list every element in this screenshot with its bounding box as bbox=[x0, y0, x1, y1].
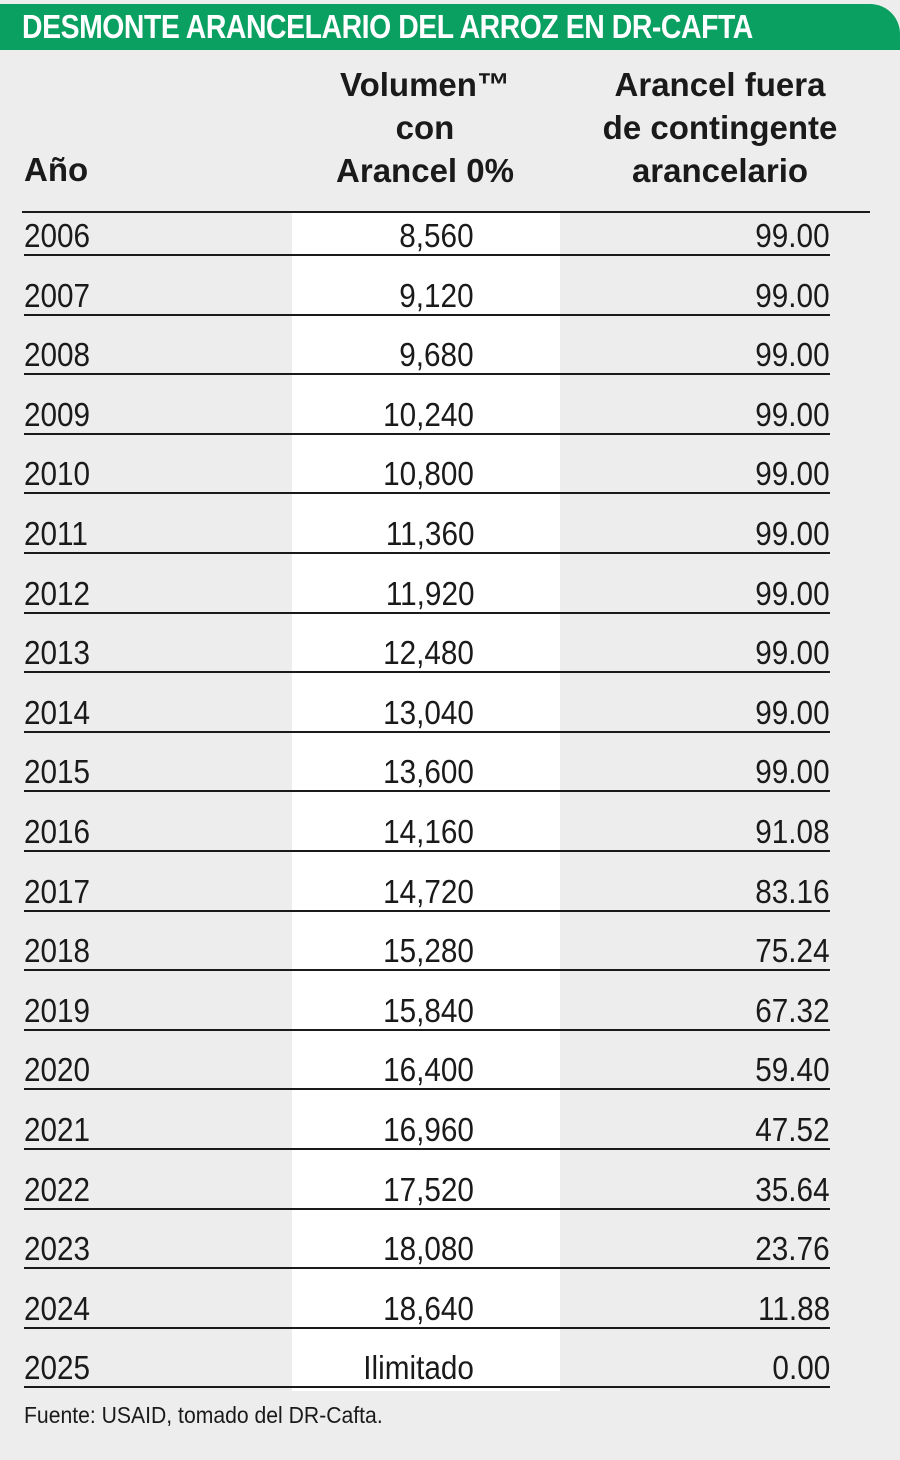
cell-tariff: 99.00 bbox=[755, 276, 830, 314]
cell-year: 2013 bbox=[24, 634, 91, 672]
table-row bbox=[24, 689, 830, 733]
cell-tariff: 0.00 bbox=[772, 1349, 830, 1387]
cell-year: 2006 bbox=[24, 217, 91, 254]
header-tariff-line2: de contingente bbox=[602, 109, 838, 146]
title-bar bbox=[0, 0, 900, 52]
cell-year: 2012 bbox=[24, 574, 91, 612]
header-tariff bbox=[580, 63, 860, 192]
cell-tariff: 59.40 bbox=[755, 1051, 830, 1089]
cell-tariff: 99.00 bbox=[755, 515, 830, 552]
cell-year: 2014 bbox=[24, 693, 91, 731]
cell-tariff: 11.88 bbox=[757, 1289, 830, 1327]
header-tariff-line1: Arancel fuera bbox=[614, 66, 826, 103]
cell-volume: 14,720 bbox=[383, 872, 474, 910]
row-rule bbox=[24, 1029, 830, 1031]
cell-year: 2009 bbox=[24, 395, 91, 433]
cell-volume: 11,920 bbox=[385, 574, 474, 612]
row-rule bbox=[24, 254, 830, 256]
cell-tariff: 99.00 bbox=[755, 395, 830, 433]
cell-year: 2011 bbox=[24, 515, 88, 552]
cell-tariff: 99.00 bbox=[755, 574, 830, 612]
table-row bbox=[24, 1046, 830, 1090]
cell-year: 2021 bbox=[24, 1111, 91, 1148]
row-rule bbox=[24, 1267, 830, 1269]
row-rule bbox=[24, 731, 830, 733]
row-rule bbox=[24, 910, 830, 912]
cell-volume: 13,600 bbox=[383, 753, 474, 791]
table-row bbox=[24, 450, 830, 494]
header-tariff-line3: arancelario bbox=[631, 152, 809, 189]
row-rule bbox=[24, 1327, 830, 1329]
table-row bbox=[24, 570, 830, 614]
cell-volume: 17,520 bbox=[383, 1170, 474, 1208]
source-note: Fuente: USAID, tomado del DR-Cafta. bbox=[24, 1402, 383, 1428]
row-rule bbox=[24, 790, 830, 792]
header-year-label: Año bbox=[24, 151, 89, 188]
table-row bbox=[24, 510, 830, 554]
cell-tariff: 99.00 bbox=[755, 634, 830, 672]
cell-year: 2022 bbox=[24, 1170, 91, 1208]
cell-tariff: 23.76 bbox=[755, 1230, 830, 1268]
cell-year: 2007 bbox=[24, 276, 91, 314]
table-row bbox=[24, 212, 830, 256]
row-rule bbox=[24, 433, 830, 435]
table-row bbox=[24, 1166, 830, 1210]
cell-year: 2020 bbox=[24, 1051, 91, 1089]
cell-tariff: 47.52 bbox=[755, 1111, 830, 1148]
row-rule bbox=[24, 671, 830, 673]
table-row bbox=[24, 331, 830, 375]
row-rule bbox=[24, 552, 830, 554]
cell-year: 2017 bbox=[24, 872, 91, 910]
cell-volume: 18,080 bbox=[383, 1230, 474, 1268]
header-volume bbox=[300, 63, 550, 192]
table-row bbox=[24, 1225, 830, 1269]
cell-year: 2015 bbox=[24, 753, 91, 791]
cell-year: 2010 bbox=[24, 455, 91, 493]
table-row bbox=[24, 1285, 830, 1329]
row-rule bbox=[24, 1148, 830, 1150]
cell-volume: 10,240 bbox=[383, 395, 474, 433]
cell-tariff: 83.16 bbox=[755, 872, 830, 910]
row-rule bbox=[24, 314, 830, 316]
cell-volume: 9,680 bbox=[399, 336, 474, 374]
cell-year: 2019 bbox=[24, 991, 91, 1029]
cell-year: 2018 bbox=[24, 932, 91, 970]
table-row bbox=[24, 748, 830, 792]
header-volume-line3: Arancel 0% bbox=[336, 152, 514, 189]
cell-volume: 15,840 bbox=[383, 991, 474, 1029]
header-volume-line1: Volumen™ bbox=[340, 66, 510, 103]
cell-year: 2025 bbox=[24, 1349, 91, 1387]
volume-column-highlight bbox=[292, 213, 560, 1391]
cell-volume: 16,960 bbox=[383, 1111, 474, 1148]
cell-tariff: 99.00 bbox=[755, 455, 830, 493]
cell-volume: 10,800 bbox=[383, 455, 474, 493]
cell-year: 2008 bbox=[24, 336, 91, 374]
header-volume-line2: con bbox=[395, 109, 455, 146]
header-year bbox=[24, 148, 88, 191]
row-rule bbox=[24, 612, 830, 614]
cell-tariff: 99.00 bbox=[755, 336, 830, 374]
cell-tariff: 75.24 bbox=[755, 932, 830, 970]
row-rule bbox=[24, 1386, 830, 1388]
cell-tariff: 99.00 bbox=[755, 693, 830, 731]
cell-year: 2023 bbox=[24, 1230, 91, 1268]
table-row bbox=[24, 629, 830, 673]
row-rule bbox=[24, 1208, 830, 1210]
cell-volume: 11,360 bbox=[385, 515, 474, 552]
cell-volume: 9,120 bbox=[399, 276, 474, 314]
cell-tariff: 67.32 bbox=[755, 991, 830, 1029]
cell-volume: 12,480 bbox=[383, 634, 474, 672]
cell-volume: Ilimitado bbox=[363, 1349, 474, 1387]
table-row bbox=[24, 987, 830, 1031]
table-row bbox=[24, 808, 830, 852]
cell-volume: 16,400 bbox=[383, 1051, 474, 1089]
cell-tariff: 99.00 bbox=[755, 217, 830, 254]
table-row bbox=[24, 927, 830, 971]
row-rule bbox=[24, 1088, 830, 1090]
row-rule bbox=[24, 969, 830, 971]
table-row bbox=[24, 272, 830, 316]
cell-volume: 18,640 bbox=[383, 1289, 474, 1327]
chart-title: DESMONTE ARANCELARIO DEL ARROZ EN DR-CAFTA bbox=[22, 8, 753, 45]
row-rule bbox=[24, 373, 830, 375]
cell-volume: 8,560 bbox=[399, 217, 474, 254]
cell-volume: 14,160 bbox=[383, 813, 474, 850]
cell-year: 2016 bbox=[24, 813, 91, 850]
row-rule bbox=[24, 850, 830, 852]
table-row bbox=[24, 1344, 830, 1388]
cell-tariff: 91.08 bbox=[755, 813, 830, 850]
row-rule bbox=[24, 492, 830, 494]
table-row bbox=[24, 868, 830, 912]
table-row bbox=[24, 391, 830, 435]
cell-volume: 15,280 bbox=[383, 932, 474, 970]
cell-year: 2024 bbox=[24, 1289, 91, 1327]
cell-volume: 13,040 bbox=[383, 693, 474, 731]
cell-tariff: 99.00 bbox=[755, 753, 830, 791]
cell-tariff: 35.64 bbox=[755, 1170, 830, 1208]
table-row bbox=[24, 1106, 830, 1150]
